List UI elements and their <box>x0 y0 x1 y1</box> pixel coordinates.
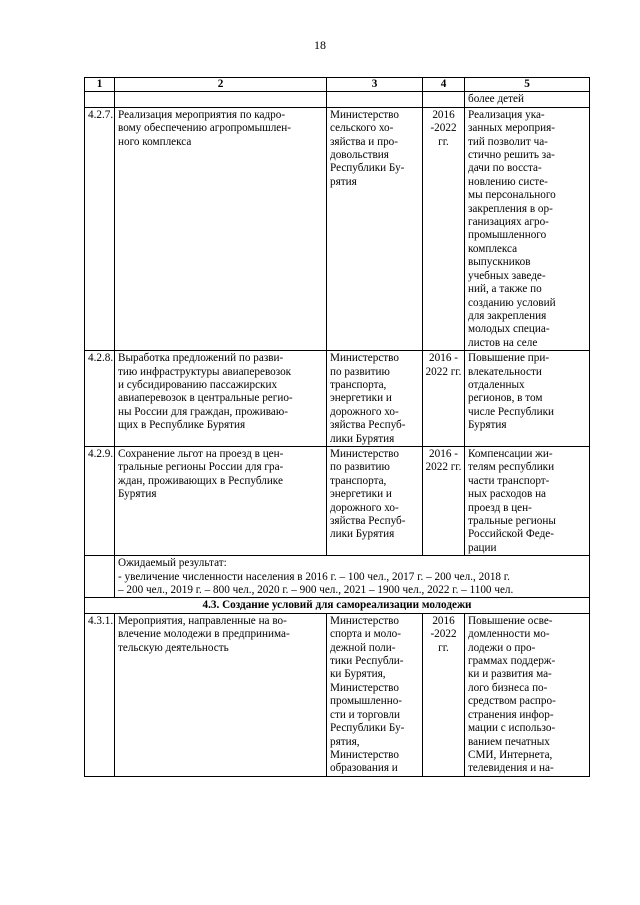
period-cell: 2016 - 2022 гг. <box>423 351 465 447</box>
expected-result-text: Ожидаемый результат: - увеличение численности населения в 2016 г. – 100 чел., 2017 г. – 200 чел., 2018 г. – 200 чел., 2019 г. – 800 чел., 2020 г. – 900 чел., 2021 – 1900 чел., 2022 г. – 1100 чел. <box>115 556 590 598</box>
header-cell: 1 <box>85 78 115 92</box>
period-cell: 2016 - 2022 гг. <box>423 446 465 555</box>
table-header-row <box>85 78 590 92</box>
result-cell: Повышение при- влекательности отдаленных регионов, в том числе Республики Бурятия <box>465 351 590 447</box>
result-cell: Реализация ука- занных мероприя- тий позволит ча- стично решить за- дачи по восста- новлению систе- мы персонального закрепления в ор- ганизациях агро- промышленного комплекса выпускников учебных заведе- ний, а также по созданию условий для закрепления молодых специа- листов на селе <box>465 107 590 350</box>
executor-cell: Министерство по развитию транспорта, энергетики и дорожного хо- зяйства Респуб- лики Бурятия <box>327 351 423 447</box>
result-cell: Повышение осве- домленности мо- лодежи о про- граммах поддерж- ки и развития ма- лого бизнеса по- средством распро- странения инфор- мации с использо- ванием печатных СМИ, Интернета, телевидения и на- <box>465 613 590 776</box>
measure-cell: Сохранение льгот на проезд в цен- тральные регионы России для гра- ждан, проживающих в Республике Бурятия <box>115 446 327 555</box>
section-header-row <box>85 598 590 613</box>
page-number: 18 <box>314 38 326 52</box>
executor-cell: Министерство по развитию транспорта, энергетики и дорожного хо- зяйства Респуб- лики Бурятия <box>327 446 423 555</box>
measure-cell: Мероприятия, направленные на во- влечение молодежи в предпринима- тельскую деятельность <box>115 613 327 776</box>
period-cell: 2016 -2022 гг. <box>423 107 465 350</box>
continuation-text: более детей <box>465 92 590 107</box>
row-number: 4.2.9. <box>85 446 115 555</box>
table-row <box>85 351 590 447</box>
table-row <box>85 107 590 350</box>
row-number: 4.2.7. <box>85 107 115 350</box>
result-cell: Компенсации жи- телям республики части транспорт- ных расходов на проезд в цен- тральные регионы Российской Феде- рации <box>465 446 590 555</box>
section-title: 4.3. Создание условий для самореализации молодежи <box>85 598 590 613</box>
table-row <box>85 446 590 555</box>
table-row <box>85 613 590 776</box>
row-number: 4.3.1. <box>85 613 115 776</box>
header-cell: 2 <box>115 78 327 92</box>
measure-cell: Реализация мероприятия по кадро- вому обеспечению агропромышлен- ного комплекса <box>115 107 327 350</box>
executor-cell: Министерство спорта и моло- дежной поли- тики Республи- ки Бурятия, Министерство промышленно- сти и торговли Республики Бу- рятия, Министерство образования и <box>327 613 423 776</box>
executor-cell: Министерство сельского хо- зяйства и про- довольствия Республики Бу- рятия <box>327 107 423 350</box>
measure-cell: Выработка предложений по разви- тию инфраструктуры авиаперевозок и субсидированию пассажирских авиаперевозок в центральные регио- ны России для граждан, проживаю- щих в Республике Бурятия <box>115 351 327 447</box>
header-cell: 3 <box>327 78 423 92</box>
header-cell: 4 <box>423 78 465 92</box>
continuation-row <box>85 92 590 107</box>
program-table <box>84 77 590 777</box>
expected-result-row <box>85 556 590 598</box>
header-cell: 5 <box>465 78 590 92</box>
row-number: 4.2.8. <box>85 351 115 447</box>
period-cell: 2016 -2022 гг. <box>423 613 465 776</box>
